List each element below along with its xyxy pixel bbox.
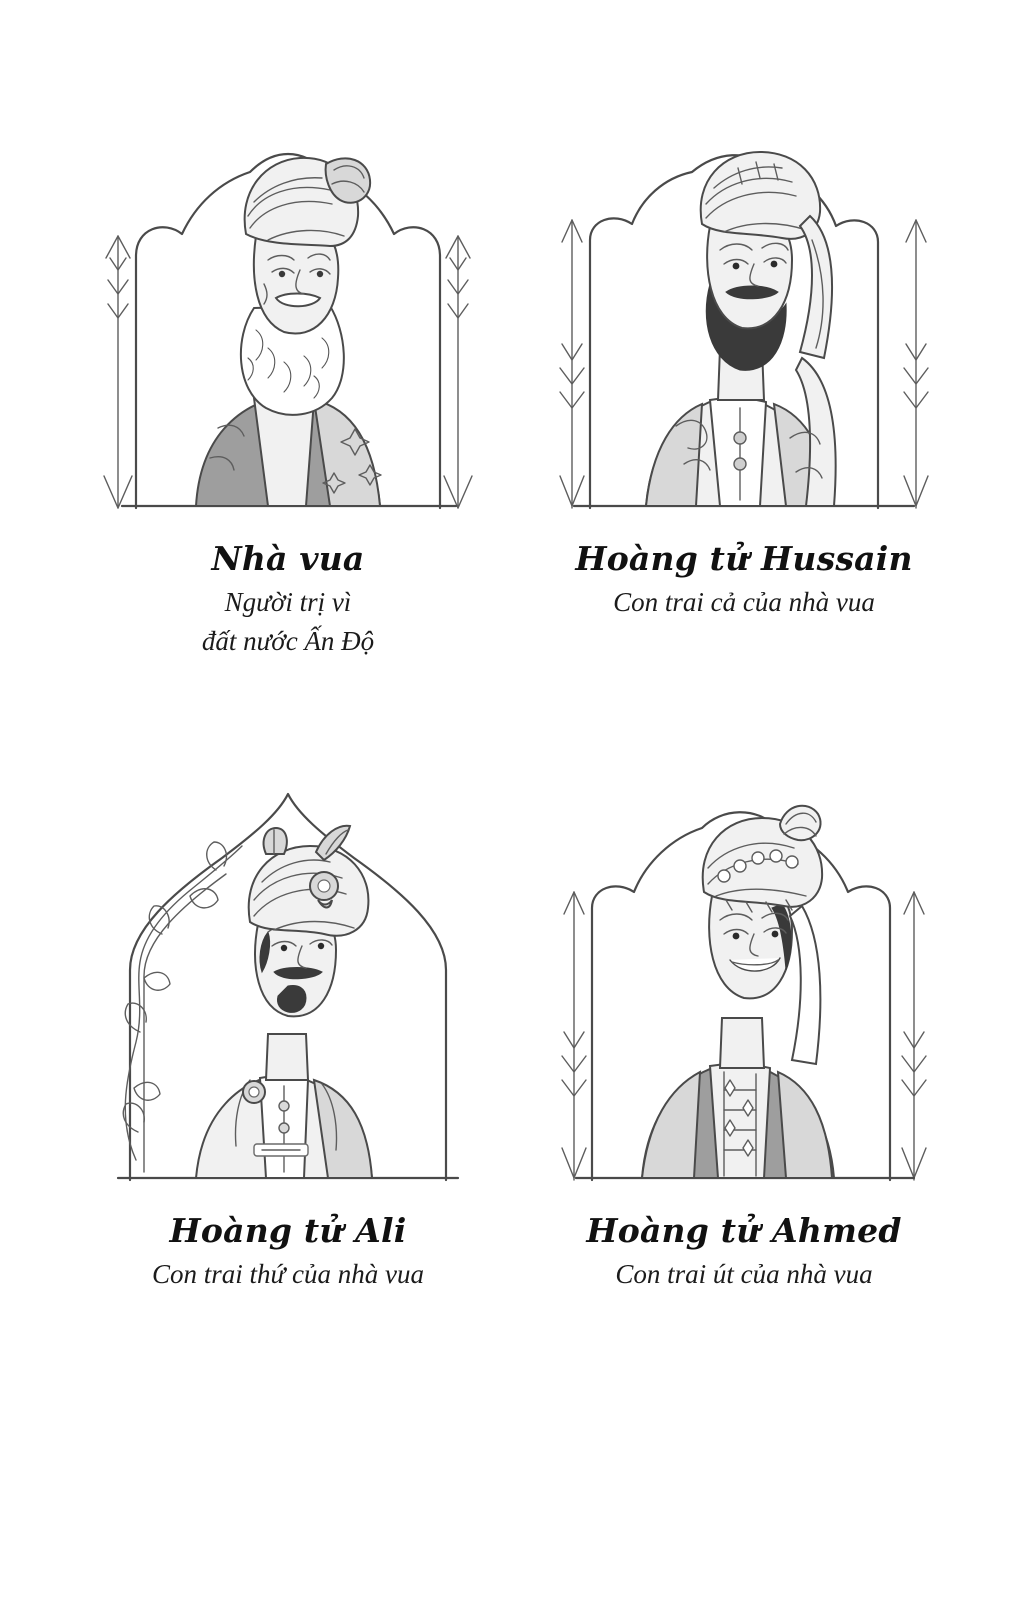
prince-hussain-illustration <box>534 108 954 528</box>
portrait-nha-vua <box>78 108 498 528</box>
caption-hoang-tu-hussain <box>575 538 912 622</box>
character-name: Nhà vua <box>211 539 365 578</box>
caption-hoang-tu-ali <box>152 1210 424 1294</box>
caption-hoang-tu-ahmed <box>586 1210 901 1294</box>
portrait-hoang-tu-hussain <box>534 108 954 528</box>
prince-ali-illustration <box>78 780 498 1200</box>
character-name: Hoàng tử Hussain <box>575 539 913 578</box>
prince-ahmed-illustration <box>534 780 954 1200</box>
portrait-hoang-tu-ali <box>78 780 498 1200</box>
king-illustration <box>78 108 498 528</box>
description-line: Người trị vì <box>224 587 352 618</box>
description-line: đất nước Ấn Độ <box>201 626 375 657</box>
character-description <box>202 583 374 661</box>
character-card-hoang-tu-ahmed <box>516 780 972 1294</box>
character-card-hoang-tu-hussain <box>516 108 972 662</box>
description-line: Con trai thứ của nhà vua <box>152 1258 424 1289</box>
character-description <box>586 1255 901 1294</box>
caption-nha-vua <box>202 538 374 662</box>
description-line: Con trai cả của nhà vua <box>613 587 875 618</box>
character-card-hoang-tu-ali <box>60 780 516 1294</box>
character-description <box>152 1255 424 1294</box>
character-name: Hoàng tử Ahmed <box>586 1210 902 1250</box>
character-card-nha-vua <box>60 108 516 662</box>
character-grid <box>60 108 972 1294</box>
description-line: Con trai út của nhà vua <box>615 1258 873 1289</box>
character-description <box>575 583 912 622</box>
portrait-hoang-tu-ahmed <box>534 780 954 1200</box>
character-name: Hoàng tử Ali <box>169 1210 407 1250</box>
